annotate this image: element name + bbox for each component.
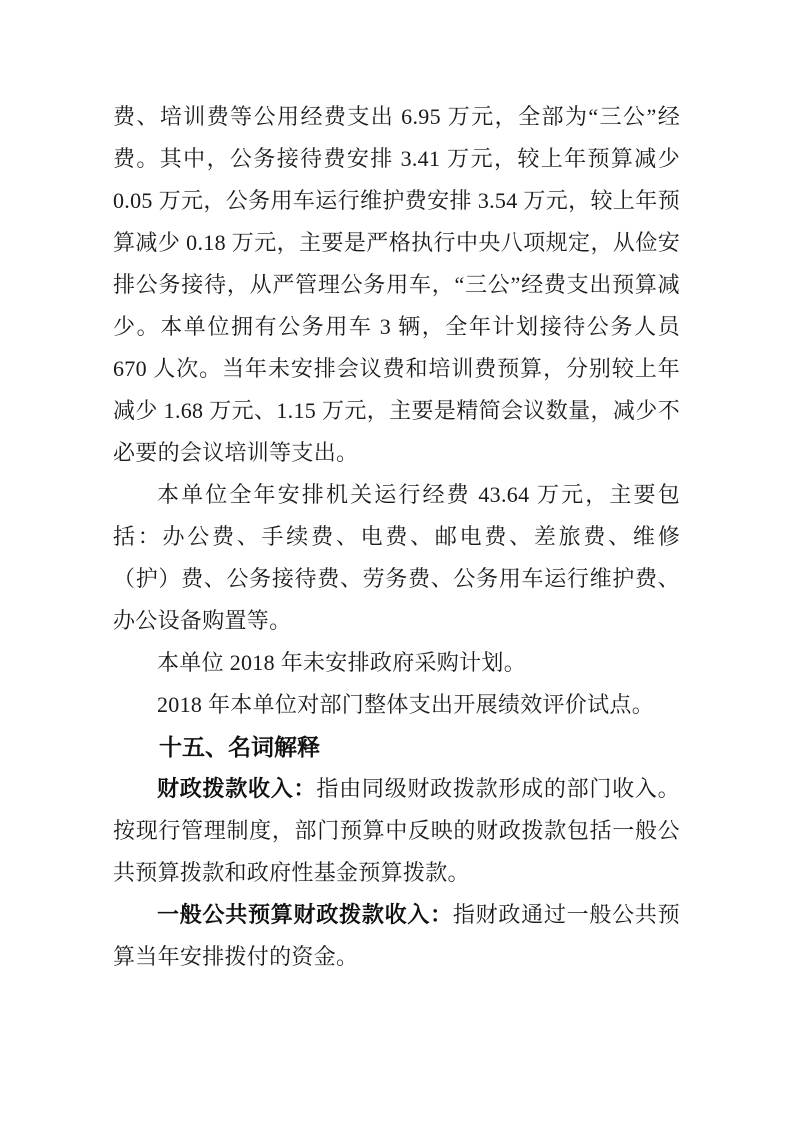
paragraph-three-public-expenses: 费、培训费等公用经费支出 6.95 万元，全部为“三公”经费。其中，公务接待费安排 3.41 万元，较上年预算减少 0.05 万元，公务用车运行维护费安排 3.54 万元，较上年预算减少 0.18 万元，主要是严格执行中央八项规定，从俭安排公务接待，从严管理公务用车，“三公”经费支出预算减少。本单位拥有公务用车 3 辆，全年计划接待公务人员 670 人次。当年未安排会议费和培训费预算，分别较上年减少 1.68 万元、1.15 万元，主要是精简会议数量，减少不必要的会议培训等支出。 [113,104,680,465]
section-heading-glossary: 十五、名词解释 [159,734,320,760]
term-fiscal-appropriation-income [113,768,680,894]
term-general-public-budget-income [113,894,680,978]
term-definition-fiscal-appropriation-income: 指由同级财政拨款形成的部门收入。按现行管理制度，部门预算中反映的财政拨款包括一般公共预算拨款和政府性基金预算拨款。 [113,776,680,885]
term-name-fiscal-appropriation-income: 财政拨款收入： [157,776,317,801]
document-body [113,96,680,978]
paragraph-performance-evaluation: 2018 年本单位对部门整体支出开展绩效评价试点。 [157,692,655,717]
paragraph-government-procurement: 本单位 2018 年未安排政府采购计划。 [157,650,527,675]
term-name-general-public-budget-income: 一般公共预算财政拨款收入： [157,902,453,927]
paragraph-operating-expenses: 本单位全年安排机关运行经费 43.64 万元，主要包括：办公费、手续费、电费、邮电费、差旅费、维修（护）费、公务接待费、劳务费、公务用车运行维护费、办公设备购置等。 [113,482,680,633]
term-definition-general-public-budget-income: 指财政通过一般公共预算当年安排拨付的资金。 [113,902,680,969]
